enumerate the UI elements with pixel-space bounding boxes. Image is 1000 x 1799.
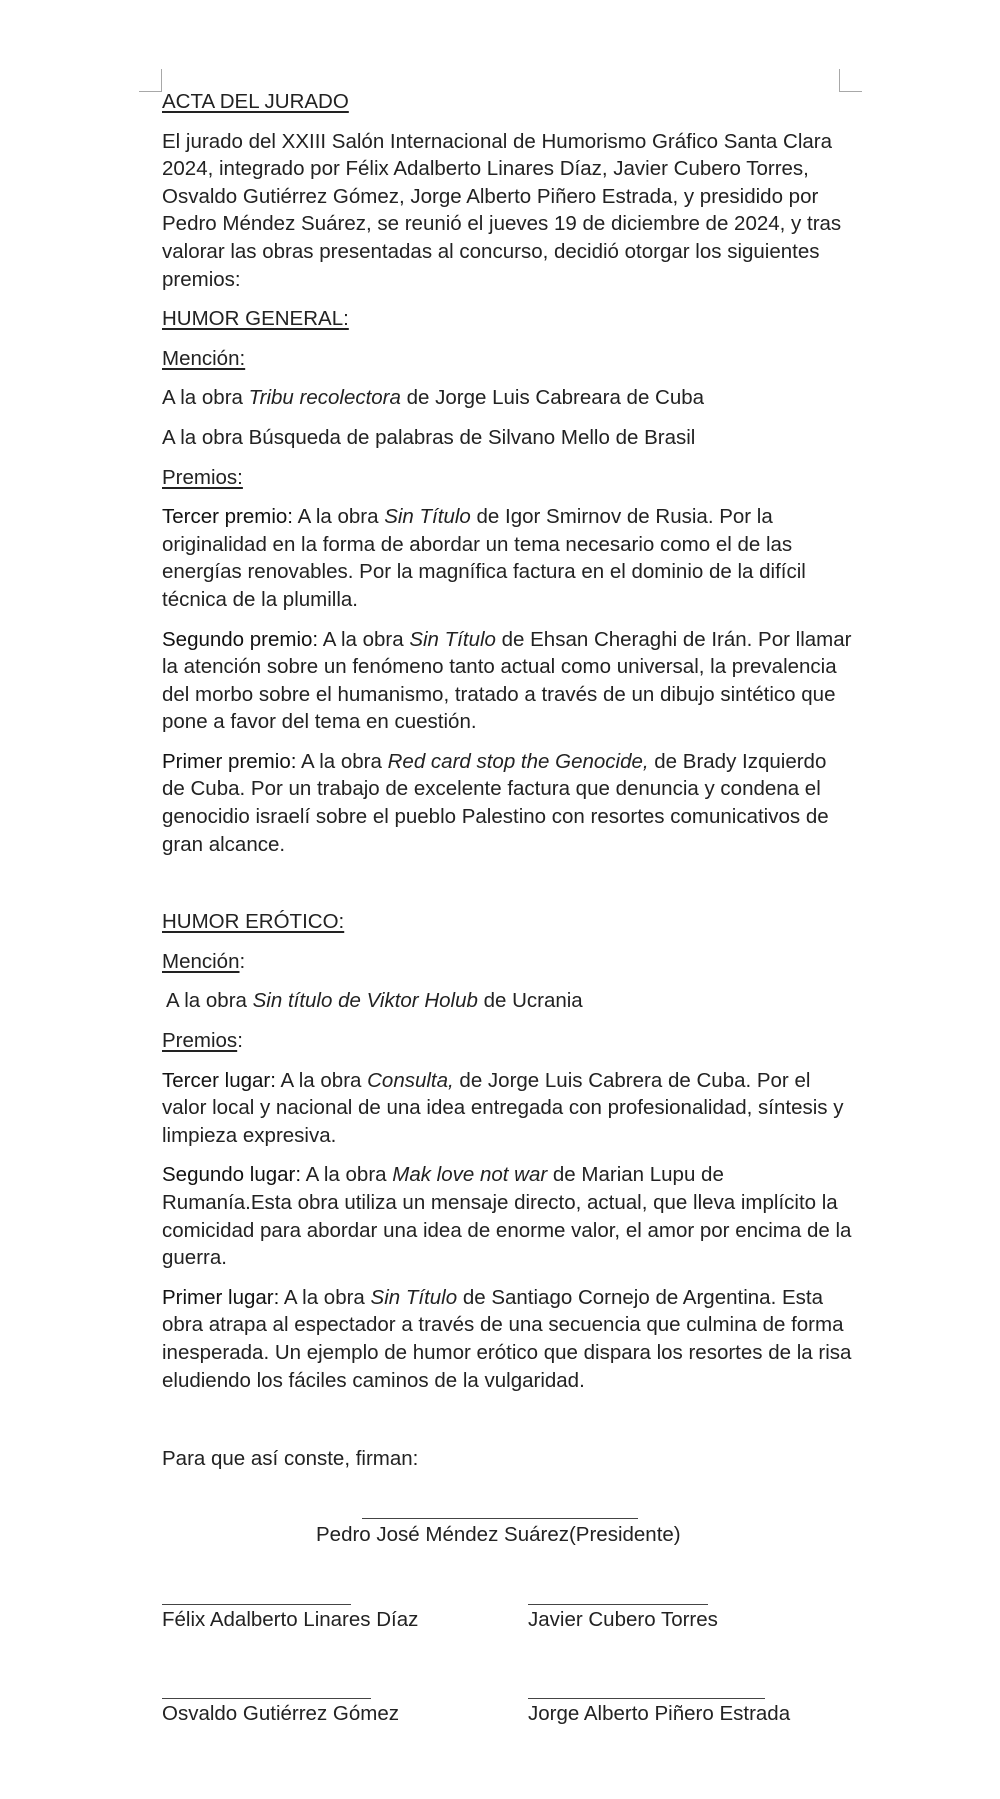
mention-title-general: Mención: [162, 346, 246, 370]
prize-text: de Marian Lupu de Rumanía.Esta obra utiliza un mensaje directo, actual, que lleva implícito la comicidad para abordar una idea de enorme valor, el amor por encima de la guerra. [162, 1163, 852, 1270]
prize-lead: Segundo premio: [162, 627, 319, 651]
signature-name-1: Félix Adalberto Linares Díaz [162, 1608, 419, 1631]
general-second-prize [162, 626, 852, 736]
prizes-colon: : [237, 1029, 243, 1053]
intro-paragraph: El jurado del XXIII Salón Internacional de Humorismo Gráfico Santa Clara 2024, integrado por Félix Adalberto Linares Díaz, Javier Cubero Torres, Osvaldo Gutiérrez Gómez, Jorge Alberto Piñero Estrada, y presidido por Pedro Méndez Suárez, se reunió el jueves 19 de diciembre de 2024, y tras valorar las obras presentadas al concurso, decidió otorgar los siguientes premios: [162, 129, 842, 291]
prize-lead: Primer premio: [162, 749, 297, 773]
signature-president: Pedro José Méndez Suárez(Presidente) [316, 1523, 681, 1546]
general-third-prize [162, 503, 852, 613]
mention-colon: : [239, 949, 246, 973]
general-first-prize [162, 748, 852, 858]
prize-text: de Ehsan Cheraghi de Irán. Por llamar la atención sobre un fenómeno tanto actual como universal, la prevalencia del morbo sobre el humanismo, tratado a través de un dibujo sintético que pone a favor del tema en cuestión. [162, 627, 852, 734]
prize-lead: Tercer lugar: [162, 1068, 276, 1092]
work-title: Sin Título [384, 505, 471, 529]
margin-mark-left [139, 69, 162, 92]
mention-post: de Jorge Luis Cabreara de Cuba [400, 386, 705, 410]
signature-name-3: Osvaldo Gutiérrez Gómez [162, 1702, 399, 1725]
mention-pre: A la obra [162, 386, 249, 410]
signature-line-president [362, 1518, 638, 1519]
prize-lead: Primer lugar: [162, 1285, 280, 1309]
prize-text: de Santiago Cornejo de Argentina. Esta obra atrapa al espectador a través de una secuencia que culmina de forma inesperada. Un ejemplo de humor erótico que dispara los resortes de la risa eludiendo los fáciles caminos de la vulgaridad. [162, 1285, 852, 1392]
prizes-title-general: Premios: [162, 465, 243, 489]
prize-lead: Segundo lugar: [162, 1163, 302, 1187]
work-title: Sin Título [409, 627, 496, 651]
prize-text: de Jorge Luis Cabrera de Cuba. Por el valor local y nacional de una idea entregada con profesionalidad, síntesis y limpieza expresiva. [162, 1068, 844, 1147]
signature-name-4: Jorge Alberto Piñero Estrada [528, 1702, 791, 1725]
prize-pre: A la obra [279, 1285, 371, 1309]
mention-label: Mención [162, 949, 240, 973]
signature-line-2 [528, 1604, 708, 1605]
mention-pre: A la obra [166, 989, 253, 1013]
signature-line-1 [162, 1604, 351, 1605]
prizes-title-erotic [162, 1027, 852, 1055]
signature-line-4 [528, 1698, 765, 1699]
section-title-general: HUMOR GENERAL: [162, 307, 349, 331]
prize-lead: Tercer premio: [162, 505, 294, 529]
section-spacer [162, 870, 852, 908]
closing-line: Para que así conste, firman: [162, 1447, 419, 1470]
prize-pre: A la obra [301, 1163, 393, 1187]
work-title: Sin título de Viktor Holub [252, 989, 478, 1013]
work-title: Sin Título [370, 1285, 458, 1309]
mention-title-erotic [162, 948, 852, 976]
mention-erotic-1 [162, 987, 852, 1015]
prize-pre: A la obra [318, 627, 410, 651]
prize-text: de Brady Izquierdo de Cuba. Por un trabajo de excelente factura que denuncia y condena el genocidio israelí sobre el pueblo Palestino con resortes comunicativos de gran alcance. [162, 749, 829, 856]
erotic-first-prize [162, 1284, 852, 1394]
prizes-label: Premios [162, 1029, 238, 1053]
prize-pre: A la obra [275, 1068, 368, 1092]
work-title: Red card stop the Genocide, [387, 749, 649, 773]
erotic-third-prize [162, 1067, 852, 1150]
work-title: Tribu recolectora [248, 386, 401, 410]
prize-pre: A la obra [296, 749, 388, 773]
section-title-erotic: HUMOR ERÓTICO: [162, 910, 345, 934]
mention-post: de Ucrania [477, 989, 583, 1013]
work-title: Mak love not war [392, 1163, 548, 1187]
prize-pre: A la obra [293, 505, 385, 529]
mention-general-2: A la obra Búsqueda de palabras de Silvano Mello de Brasil [162, 425, 696, 449]
prize-text: de Igor Smirnov de Rusia. Por la originalidad en la forma de abordar un tema necesario como el de las energías renovables. Por la magnífica factura en el dominio de la difícil técnica de la plumilla. [162, 505, 806, 611]
signature-name-2: Javier Cubero Torres [528, 1608, 718, 1631]
mention-general-1 [162, 384, 852, 412]
document-body [162, 88, 852, 1406]
document-heading: ACTA DEL JURADO [162, 90, 349, 113]
signature-line-3 [162, 1698, 371, 1699]
erotic-second-prize [162, 1161, 852, 1271]
work-title: Consulta, [367, 1068, 454, 1092]
